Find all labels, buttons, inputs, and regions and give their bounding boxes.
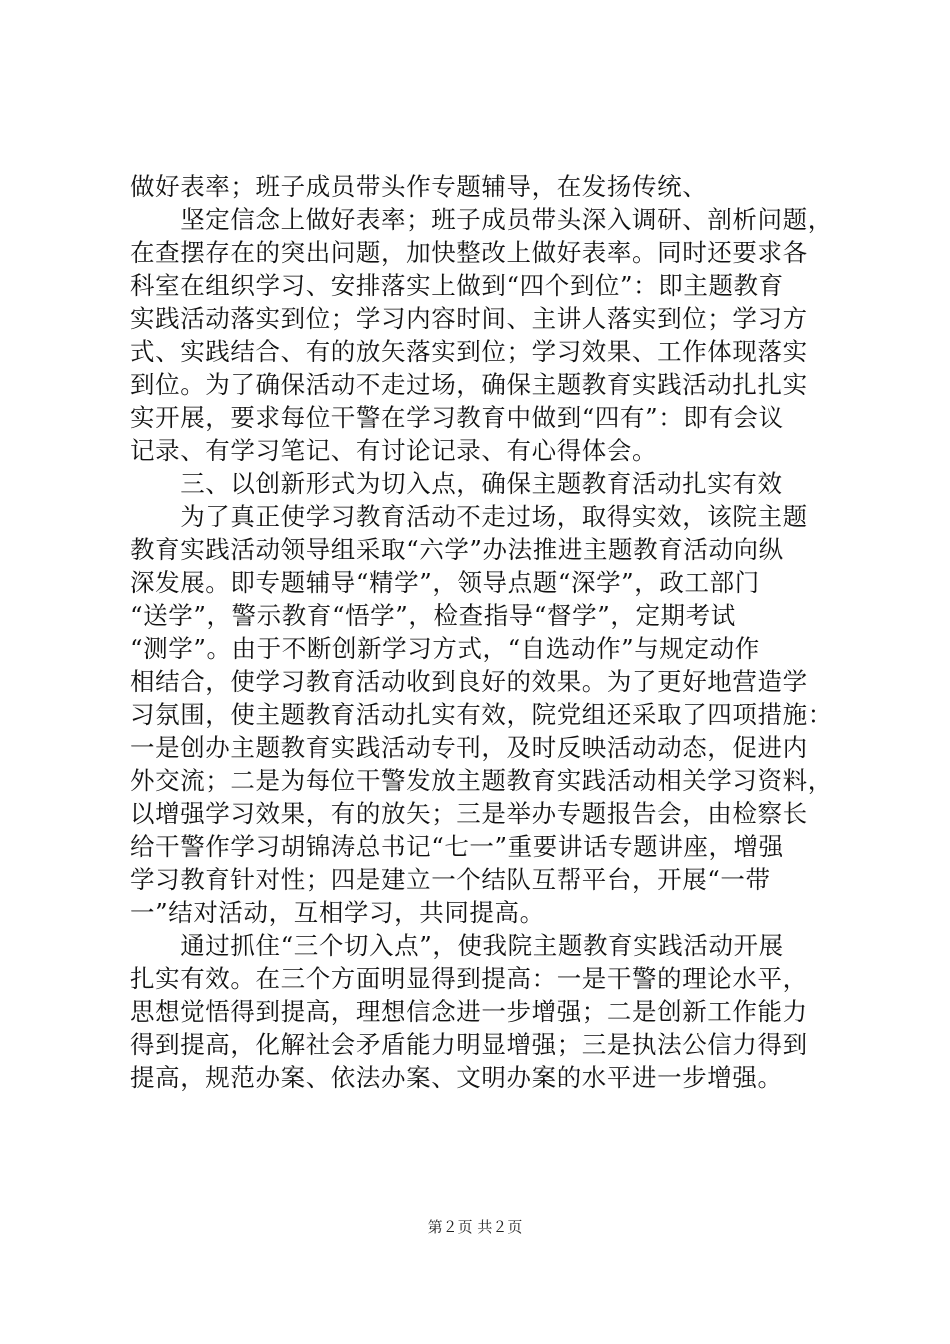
text-line: 以增强学习效果，有的放矢；三是举办专题报告会，由检察长 (130, 799, 808, 828)
page-number-footer: 第２页 共２页 (427, 1218, 523, 1236)
text-line: 扎实有效。在三个方面明显得到提高：一是干警的理论水平， (130, 964, 808, 993)
text-line: 得到提高，化解社会矛盾能力明显增强；三是执法公信力得到 (130, 1030, 808, 1059)
text-line: 一是创办主题教育实践活动专刊，及时反映活动动态，促进内 (130, 733, 808, 762)
section-heading: 三、以创新形式为切入点，确保主题教育活动扎实有效 (130, 469, 783, 498)
text-line: 一”结对活动，互相学习，共同提高。 (130, 898, 545, 927)
text-line: 外交流；二是为每位干警发放主题教育实践活动相关学习资料， (130, 766, 833, 795)
text-line: 记录、有学习笔记、有讨论记录、有心得体会。 (130, 436, 658, 465)
text-line: “送学”，警示教育“悟学”，检查指导“督学”，定期考试 (130, 601, 736, 630)
text-line: 在查摆存在的突出问题，加快整改上做好表率。同时还要求各 (130, 238, 808, 267)
text-line: 通过抓住“三个切入点”，使我院主题教育实践活动开展 (130, 931, 784, 960)
text-line: 学习教育针对性；四是建立一个结队互帮平台，开展“一带 (130, 865, 771, 894)
text-line: 深发展。即专题辅导“精学”，领导点题“深学”，政工部门 (130, 568, 760, 597)
text-line: 做好表率；班子成员带头作专题辅导，在发扬传统、 (130, 172, 708, 201)
text-line: 坚定信念上做好表率；班子成员带头深入调研、剖析问题， (130, 205, 833, 234)
text-line: 教育实践活动领导组采取“六学”办法推进主题教育活动向纵 (130, 535, 784, 564)
text-line: 式、实践结合、有的放矢落实到位；学习效果、工作体现落实 (130, 337, 808, 366)
text-line: 习氛围，使主题教育活动扎实有效，院党组还采取了四项措施： (130, 700, 833, 729)
text-line: 提高，规范办案、依法办案、文明办案的水平进一步增强。 (130, 1063, 783, 1092)
text-line: 实开展，要求每位干警在学习教育中做到“四有”：即有会议 (130, 403, 784, 432)
text-line: 为了真正使学习教育活动不走过场，取得实效，该院主题 (130, 502, 808, 531)
text-line: 给干警作学习胡锦涛总书记“七一”重要讲话专题讲座，增强 (130, 832, 784, 861)
text-line: 思想觉悟得到提高，理想信念进一步增强；二是创新工作能力 (130, 997, 808, 1026)
text-line: 到位。为了确保活动不走过场，确保主题教育实践活动扎扎实 (130, 370, 808, 399)
text-line: “测学”。由于不断创新学习方式，“自选动作”与规定动作 (130, 634, 760, 663)
text-line: 科室在组织学习、安排落实上做到“四个到位”：即主题教育 (130, 271, 784, 300)
text-line: 相结合，使学习教育活动收到良好的效果。为了更好地营造学 (130, 667, 808, 696)
document-body (130, 170, 833, 1094)
text-line: 实践活动落实到位；学习内容时间、主讲人落实到位；学习方 (130, 304, 808, 333)
